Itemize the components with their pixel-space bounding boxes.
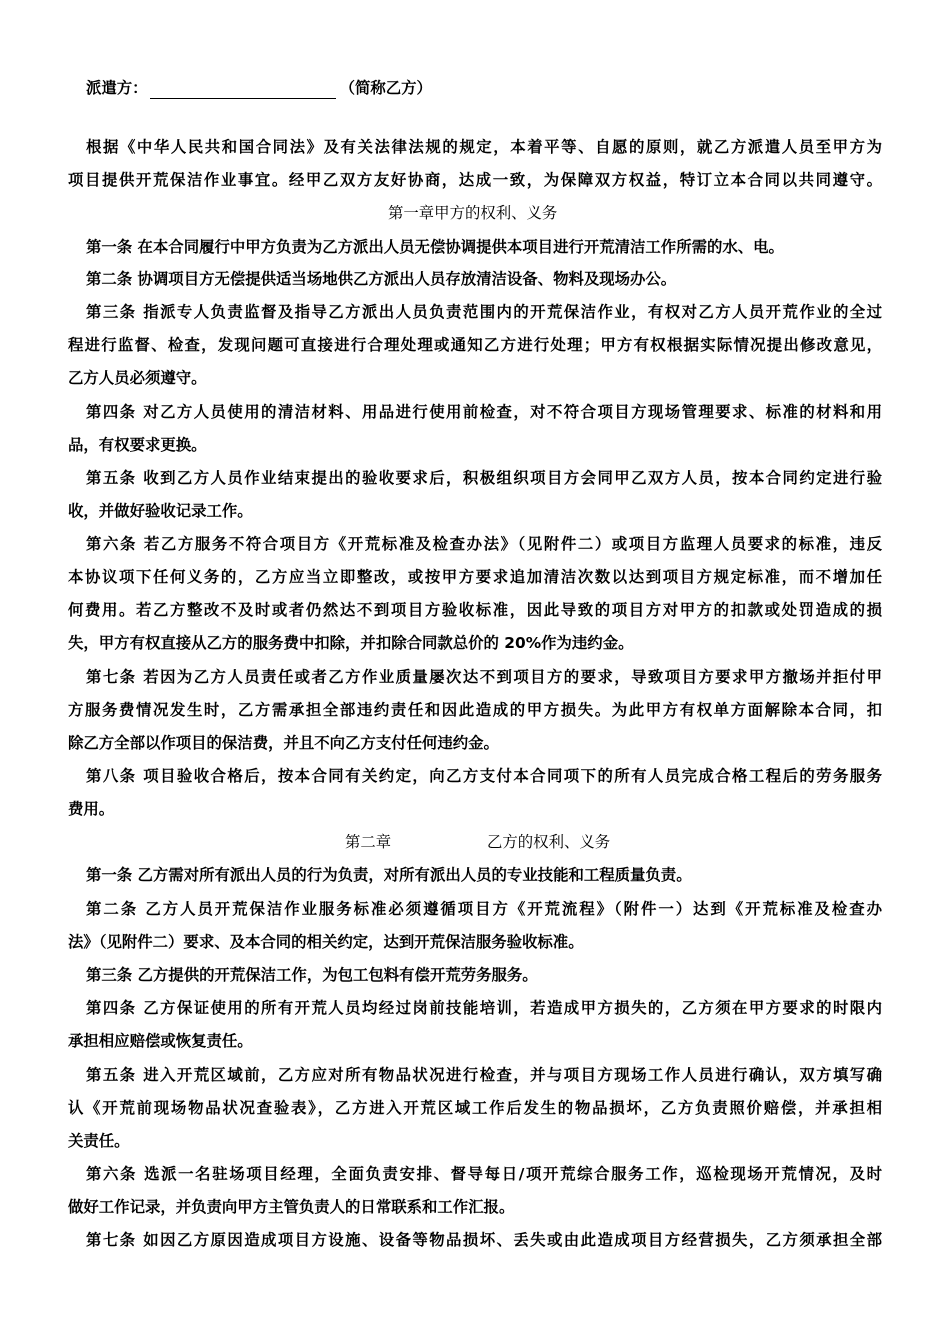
article-2-6-line-1: 第六条 选派一名驻场项目经理，全面负责安排、督导每日/项开荒综合服务工作，巡检现场开荒情况，及时: [86, 1165, 882, 1183]
chapter-2-number: 第二章: [345, 833, 392, 851]
article-2-5-line-3: 关责任。: [68, 1132, 130, 1150]
party-b-label: 派遣方：: [86, 79, 148, 97]
party-b-line: [86, 77, 882, 99]
article-1-8-line-2: 费用。: [68, 800, 115, 818]
article-1-1-line-1: 第一条 在本合同履行中甲方负责为乙方派出人员无偿协调提供本项目进行开荒清洁工作所需的水、电。: [86, 238, 784, 256]
article-2-3-line-1: 第三条 乙方提供的开荒保洁工作，为包工包料有偿开荒劳务服务。: [86, 966, 538, 984]
chapter-1-heading: 第一章甲方的权利、义务: [388, 204, 558, 222]
article-2-4-line-2: 承担相应赔偿或恢复责任。: [68, 1032, 253, 1050]
article-1-6-line-3: 何费用。若乙方整改不及时或者仍然达不到项目方验收标准，因此导致的项目方对甲方的扣款或处罚造成的损: [68, 601, 882, 619]
article-1-5-line-1: 第五条 收到乙方人员作业结束提出的验收要求后，积极组织项目方会同甲乙双方人员，按本合同约定进行验: [86, 469, 882, 487]
article-1-2-line-1: 第二条 协调项目方无偿提供适当场地供乙方派出人员存放清洁设备、物料及现场办公。: [86, 270, 677, 288]
article-1-4-line-2: 品，有权要求更换。: [68, 436, 207, 454]
preamble-line-1: 根据《中华人民共和国合同法》及有关法律法规的规定，本着平等、自愿的原则，就乙方派遣人员至甲方为: [86, 138, 882, 156]
article-1-8-line-1: 第八条 项目验收合格后，按本合同有关约定，向乙方支付本合同项下的所有人员完成合格工程后的劳务服务: [86, 767, 882, 785]
article-1-7-line-1: 第七条 若因为乙方人员责任或者乙方作业质量屡次达不到项目方的要求，导致项目方要求甲方撤场并拒付甲: [86, 668, 882, 686]
chapter-2-title: 乙方的权利、义务: [487, 833, 611, 851]
article-2-5-line-1: 第五条 进入开荒区域前，乙方应对所有物品状况进行检查，并与项目方现场工作人员进行确认，双方填写确: [86, 1066, 882, 1084]
article-1-7-line-2: 方服务费情况发生时，乙方需承担全部违约责任和因此造成的甲方损失。为此甲方有权单方面解除本合同，扣: [68, 701, 882, 719]
article-2-7-line-1: 第七条 如因乙方原因造成项目方设施、设备等物品损坏、丢失或由此造成项目方经营损失，乙方须承担全部: [86, 1231, 882, 1249]
party-b-name-blank: [150, 80, 336, 99]
party-b-suffix: （简称乙方）: [339, 79, 432, 97]
article-1-3-line-1: 第三条 指派专人负责监督及指导乙方派出人员负责范围内的开荒保洁作业，有权对乙方人员开荒作业的全过: [86, 303, 882, 321]
article-1-6-line-2: 本协议项下任何义务的，乙方应当立即整改，或按甲方要求追加清洁次数以达到项目方规定标准，而不增加任: [68, 568, 882, 586]
preamble-line-2: 项目提供开荒保洁作业事宜。经甲乙双方友好协商，达成一致，为保障双方权益，特订立本合同以共同遵守。: [68, 171, 882, 189]
article-1-6-line-4: 失，甲方有权直接从乙方的服务费中扣除，并扣除合同款总价的 20%作为违约金。: [68, 634, 634, 652]
article-1-5-line-2: 收，并做好验收记录工作。: [68, 502, 253, 520]
article-2-2-line-1: 第二条 乙方人员开荒保洁作业服务标准必须遵循项目方《开荒流程》（附件一）达到《开荒标准及检查办: [86, 900, 882, 918]
article-1-4-line-1: 第四条 对乙方人员使用的清洁材料、用品进行使用前检查，对不符合项目方现场管理要求、标准的材料和用: [86, 403, 882, 421]
article-2-4-line-1: 第四条 乙方保证使用的所有开荒人员均经过岗前技能培训，若造成甲方损失的，乙方须在甲方要求的时限内: [86, 999, 882, 1017]
article-1-7-line-3: 除乙方全部以作项目的保洁费，并且不向乙方支付任何违约金。: [68, 734, 499, 752]
article-2-5-line-2: 认《开荒前现场物品状况查验表》，乙方进入开荒区域工作后发生的物品损坏，乙方负责照价赔偿，并承担相: [68, 1099, 882, 1117]
article-1-3-line-3: 乙方人员必须遵守。: [68, 369, 207, 387]
article-1-3-line-2: 程进行监督、检查，发现问题可直接进行合理处理或通知乙方进行处理；甲方有权根据实际情况提出修改意见，: [68, 336, 882, 354]
article-2-1-line-1: 第一条 乙方需对所有派出人员的行为负责，对所有派出人员的专业技能和工程质量负责。: [86, 866, 692, 884]
article-2-2-line-2: 法》（见附件二）要求、及本合同的相关约定，达到开荒保洁服务验收标准。: [68, 933, 584, 951]
article-1-6-line-1: 第六条 若乙方服务不符合项目方《开荒标准及检查办法》（见附件二）或项目方监理人员要求的标准，违反: [86, 535, 882, 553]
article-2-6-line-2: 做好工作记录，并负责向甲方主管负责人的日常联系和工作汇报。: [68, 1198, 515, 1216]
